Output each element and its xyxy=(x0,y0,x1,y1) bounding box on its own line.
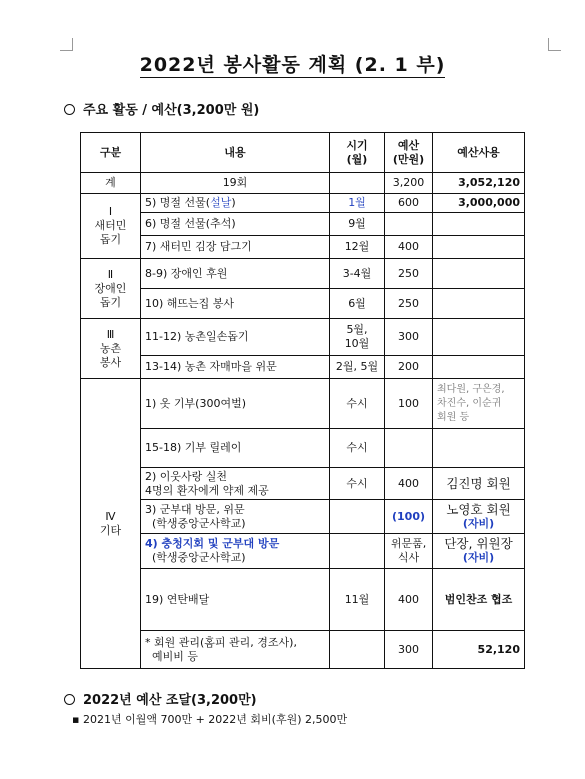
table-row xyxy=(81,319,525,356)
row-usage xyxy=(433,356,525,379)
row-usage: 최다원, 구은경, 차진수, 이순귀 회원 등 xyxy=(433,379,525,429)
section-heading-funding: 2022년 예산 조달(3,200만) xyxy=(64,689,257,708)
table-row xyxy=(81,631,525,669)
total-label: 계 xyxy=(81,173,141,194)
row-timing: 수시 xyxy=(330,429,385,468)
row-content: 2) 이웃사랑 실천 4명의 환자에게 약제 제공 xyxy=(141,468,330,500)
row-usage: 52,120 xyxy=(433,631,525,669)
square-bullet-icon: ▪ xyxy=(72,713,80,726)
funding-note: ▪ 2021년 이월액 700만 + 2022년 회비(후원) 2,500만 xyxy=(72,713,348,726)
row-timing: 수시 xyxy=(330,379,385,429)
table-row xyxy=(81,289,525,319)
row-budget: 250 xyxy=(385,289,433,319)
row-timing: 6월 xyxy=(330,289,385,319)
circle-bullet-icon xyxy=(64,694,75,705)
row-timing: 3-4월 xyxy=(330,259,385,289)
total-timing xyxy=(330,173,385,194)
row-content: 19) 연탄배달 xyxy=(141,569,330,631)
table-row xyxy=(81,468,525,500)
header-timing: 시기 (월) xyxy=(330,133,385,173)
row-usage xyxy=(433,259,525,289)
table-row xyxy=(81,356,525,379)
header-category: 구분 xyxy=(81,133,141,173)
row-budget: 300 xyxy=(385,631,433,669)
table-row xyxy=(81,429,525,468)
row-timing: 11월 xyxy=(330,569,385,631)
row-budget: 위문품, 식사 xyxy=(385,534,433,569)
total-usage: 3,052,120 xyxy=(433,173,525,194)
row-budget: 200 xyxy=(385,356,433,379)
row-budget xyxy=(385,213,433,236)
row-content: 8-9) 장애인 후원 xyxy=(141,259,330,289)
table-row xyxy=(81,236,525,259)
row-budget: 400 xyxy=(385,468,433,500)
group-label-farm: Ⅲ 농촌 봉사 xyxy=(81,319,141,379)
row-timing: 5월, 10월 xyxy=(330,319,385,356)
row-content: 15-18) 기부 릴레이 xyxy=(141,429,330,468)
row-content: 10) 해뜨는집 봉사 xyxy=(141,289,330,319)
row-usage: 노영호 회원 (자비) xyxy=(433,500,525,534)
row-content: 3) 군부대 방문, 위문 (학생중앙군사학교) xyxy=(141,500,330,534)
group-label-other: Ⅳ 기타 xyxy=(81,379,141,669)
row-usage: 3,000,000 xyxy=(433,194,525,213)
circle-bullet-icon xyxy=(64,104,75,115)
row-budget xyxy=(385,429,433,468)
header-usage: 예산사용 xyxy=(433,133,525,173)
row-budget: 600 xyxy=(385,194,433,213)
row-timing xyxy=(330,631,385,669)
row-budget: 300 xyxy=(385,319,433,356)
row-usage xyxy=(433,289,525,319)
row-usage xyxy=(433,213,525,236)
row-content: * 회원 관리(홈피 관리, 경조사), 예비비 등 xyxy=(141,631,330,669)
row-timing xyxy=(330,500,385,534)
table-header-row xyxy=(81,133,525,173)
row-content: 11-12) 농촌일손돕기 xyxy=(141,319,330,356)
row-budget: (100) xyxy=(385,500,433,534)
row-timing: 1월 xyxy=(330,194,385,213)
table-row xyxy=(81,569,525,631)
document-title: 2022년 봉사활동 계획 (2. 1 부) xyxy=(139,54,446,76)
header-content: 내용 xyxy=(141,133,330,173)
row-content: 13-14) 농촌 자매마을 위문 xyxy=(141,356,330,379)
row-content: 6) 명절 선물(추석) xyxy=(141,213,330,236)
table-row xyxy=(81,534,525,569)
row-timing: 9월 xyxy=(330,213,385,236)
row-usage xyxy=(433,429,525,468)
row-timing: 2월, 5월 xyxy=(330,356,385,379)
row-timing: 수시 xyxy=(330,468,385,500)
activity-plan-table xyxy=(80,132,525,669)
header-budget: 예산 (만원) xyxy=(385,133,433,173)
section-heading-activities: 주요 활동 / 예산(3,200만 원) xyxy=(64,99,259,118)
row-content: 4) 충청지회 및 군부대 방문 (학생중앙군사학교) xyxy=(141,534,330,569)
table-row xyxy=(81,379,525,429)
row-content: 7) 새터민 김장 담그기 xyxy=(141,236,330,259)
table-row xyxy=(81,194,525,213)
table-row xyxy=(81,213,525,236)
table-row xyxy=(81,259,525,289)
row-usage: 단장, 위원장 (자비) xyxy=(433,534,525,569)
row-budget: 100 xyxy=(385,379,433,429)
row-budget: 250 xyxy=(385,259,433,289)
row-budget: 400 xyxy=(385,569,433,631)
row-usage: 김진명 회원 xyxy=(433,468,525,500)
row-usage xyxy=(433,319,525,356)
row-timing: 12월 xyxy=(330,236,385,259)
row-content: 1) 옷 기부(300여벌) xyxy=(141,379,330,429)
row-content: 5) 명절 선물(설날) xyxy=(141,194,330,213)
total-content: 19회 xyxy=(141,173,330,194)
total-budget: 3,200 xyxy=(385,173,433,194)
group-label-refugee: Ⅰ 새터민 돕기 xyxy=(81,194,141,259)
row-budget: 400 xyxy=(385,236,433,259)
row-usage: 범인찬조 협조 xyxy=(433,569,525,631)
total-row xyxy=(81,173,525,194)
table-row xyxy=(81,500,525,534)
group-label-disabled: Ⅱ 장애인 돕기 xyxy=(81,259,141,319)
row-usage xyxy=(433,236,525,259)
row-timing xyxy=(330,534,385,569)
